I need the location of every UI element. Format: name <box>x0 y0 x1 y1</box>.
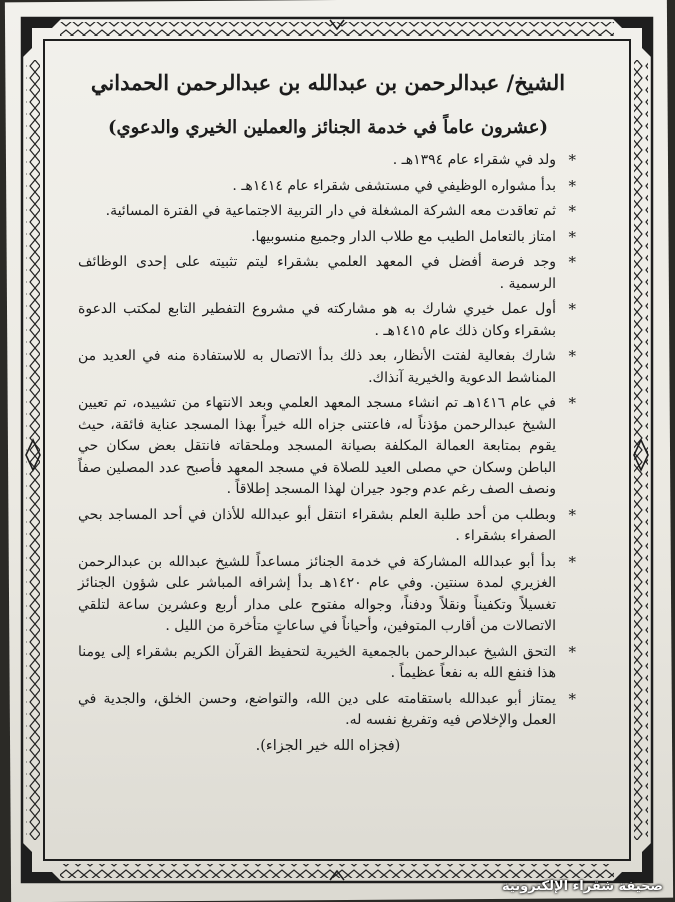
bullet-icon: * <box>568 300 576 318</box>
list-item: * امتاز بالتعامل الطيب مع طلاب الدار وجميع منسوبيها. <box>78 227 578 249</box>
bullet-icon: * <box>568 227 576 246</box>
newspaper-watermark: صحيفة شقراء الإلكترونية <box>502 879 663 894</box>
list-item: * أول عمل خيري شارك به هو مشاركته في مشروع التفطير التابع لمكتب الدعوة بشقراء وكان ذلك عام ١٤١٥هـ . <box>78 300 576 339</box>
bullet-icon: * <box>568 202 576 220</box>
bullet-icon: * <box>568 347 576 365</box>
bullet-icon: * <box>568 505 576 524</box>
bullet-icon: * <box>568 552 576 571</box>
document-body <box>78 60 578 768</box>
list-item: * شارك بفعالية لفتت الأنظار، بعد ذلك بدأ الاتصال به للاستفادة منه في العديد من المناشط الدعوية والخيرية آنذاك. <box>78 347 576 386</box>
closing-line: (فجزاه الله خير الجزاء). <box>255 737 401 754</box>
list-item: * في عام ١٤١٦هـ تم انشاء مسجد المعهد العلمي وبعد الانتهاء من تشييده، تم تعيين الشيخ عبدالرحمن مؤذناً له، فاعتنى جزاه الله خيراً بهذا المسجد عناية فائقة، حيث يقوم بمتابعة العمالة المكلفة بصيانة المسجد وملحقاته فانتقل بعض سكان حي الباطن وسكان حي مصلى العيد للصلاة في مسجد المعهد فأصبح عدد المصلين صفاً ونصف الصف رغم عدم وجود جيران لهذا المسجد إطلاقاً . <box>78 394 576 497</box>
list-item: * وجد فرصة أفضل في المعهد العلمي بشقراء ليتم تثبيته على إحدى الوظائف الرسمية . <box>78 253 576 292</box>
list-item: * يمتاز أبو عبدالله باستقامته على دين الله، والتواضع، وحسن الخلق، والجدية في العمل والإخلاص فيه وتفريغ نفسه له. <box>78 689 576 728</box>
document-subtitle: (عشرون عاماً في خدمة الجنائز والعملين الخيري والدعوي) <box>108 117 548 138</box>
list-item: * التحق الشيخ عبدالرحمن بالجمعية الخيرية لتحفيظ القرآن الكريم بشقراء إلى يومنا هذا فنفع الله به نفعاً عظيماً . <box>78 642 576 681</box>
bullet-icon: * <box>568 689 576 708</box>
bullet-icon: * <box>568 151 576 169</box>
list-item: * ولد في شقراء عام ١٣٩٤هـ . <box>78 150 578 172</box>
bullet-icon: * <box>568 394 576 412</box>
document-title: الشيخ/ عبدالرحمن بن عبدالله بن عبدالرحمن الحمداني <box>90 70 566 95</box>
bullet-icon: * <box>568 642 576 661</box>
bullet-icon: * <box>568 253 576 271</box>
list-item: * وبطلب من أحد طلبة العلم بشقراء انتقل أبو عبدالله للأذان في أحد المساجد بحي الصفراء بشقراء . <box>78 505 576 544</box>
biography-list <box>78 150 578 732</box>
bullet-icon: * <box>568 176 576 195</box>
list-item: * بدأ أبو عبدالله المشاركة في خدمة الجنائز مساعداً للشيخ عبدالله بن عبدالرحمن الغزيري لمدة سنتين. وفي عام ١٤٢٠هـ بدأ إشرافه المباشر على شؤون الجنائز تغسيلاً وتكفيناً ونقلاً ودفناً، وجواله مفتوح على مدار أربع وعشرين ساعة لتلقي الاتصالات من أقارب المتوفين، وأحياناً في ساعاتٍ متأخرة من الليل . <box>78 552 576 634</box>
list-item: * ثم تعاقدت معه الشركة المشغلة في دار التربية الاجتماعية في الفترة المسائية. <box>78 201 578 223</box>
list-item: * بدأ مشواره الوظيفي في مستشفى شقراء عام ١٤١٤هـ . <box>78 176 578 198</box>
